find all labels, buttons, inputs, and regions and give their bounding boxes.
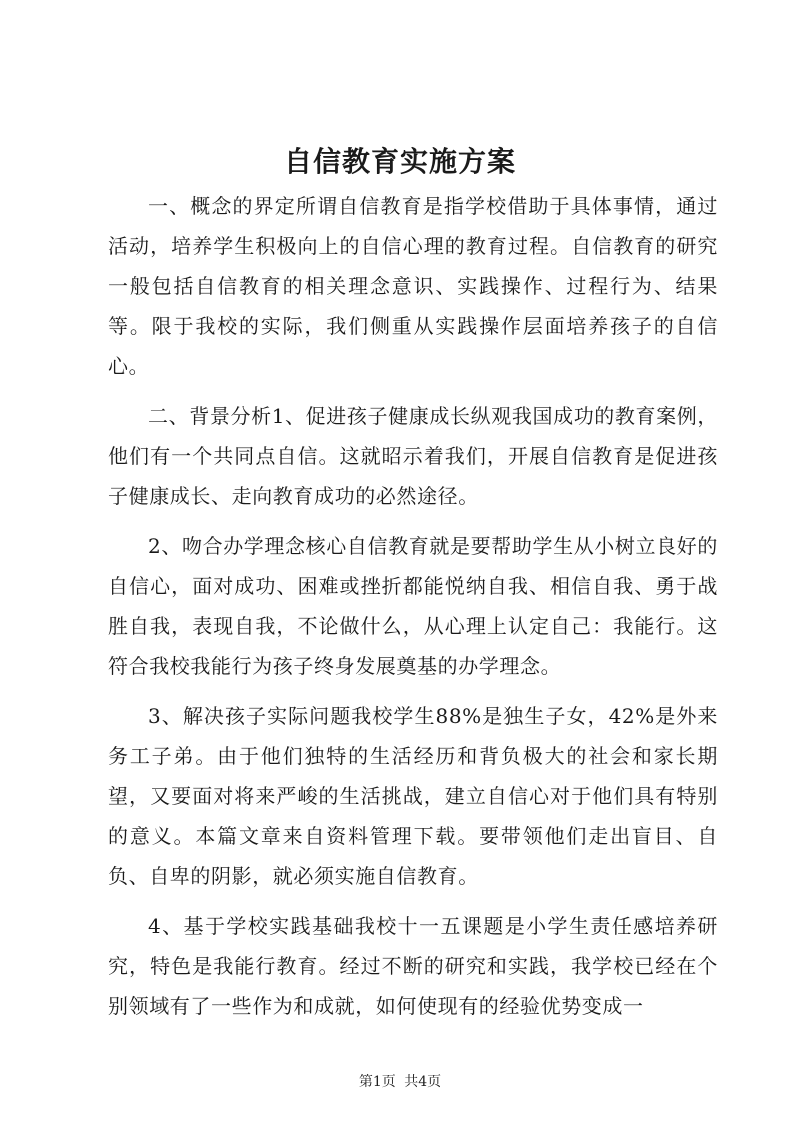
page-number: 第1页 — [358, 1074, 396, 1090]
document-body — [108, 186, 718, 1036]
paragraph-school-philosophy: 2、吻合办学理念核心自信教育就是要帮助学生从小树立良好的自信心，面对成功、困难或挫折都能悦纳自我、相信自我、勇于战胜自我，表现自我，不论做什么，从心理上认定自己：我能行。这符合我校我能行为孩子终身发展奠基的办学理念。 — [108, 534, 718, 678]
paragraph-concept-definition: 一、概念的界定所谓自信教育是指学校借助于具体事情，通过活动，培养学生积极向上的自信心理的教育过程。自信教育的研究一般包括自信教育的相关理念意识、实践操作、过程行为、结果等。限于我校的实际，我们侧重从实践操作层面培养孩子的自信心。 — [108, 194, 718, 378]
document-title: 自信教育实施方案 — [283, 145, 516, 178]
page-total: 共4页 — [404, 1074, 442, 1090]
page-footer — [0, 1072, 800, 1092]
paragraph-practice-basis: 4、基于学校实践基础我校十一五课题是小学生责任感培养研究，特色是我能行教育。经过不断的研究和实践，我学校已经在个别领域有了一些作为和成就，如何使现有的经验优势变成一 — [108, 914, 718, 1018]
paragraph-background-analysis: 二、背景分析1、促进孩子健康成长纵观我国成功的教育案例，他们有一个共同点自信。这就昭示着我们，开展自信教育是促进孩子健康成长、走向教育成功的必然途径。 — [108, 404, 718, 508]
paragraph-student-issues: 3、解决孩子实际问题我校学生88%是独生子女，42%是外来务工子弟。由于他们独特的生活经历和背负极大的社会和家长期望，又要面对将来严峻的生活挑战，建立自信心对于他们具有特别的意义。本篇文章来自资料管理下载。要带领他们走出盲目、自负、自卑的阴影，就必须实施自信教育。 — [108, 704, 718, 888]
